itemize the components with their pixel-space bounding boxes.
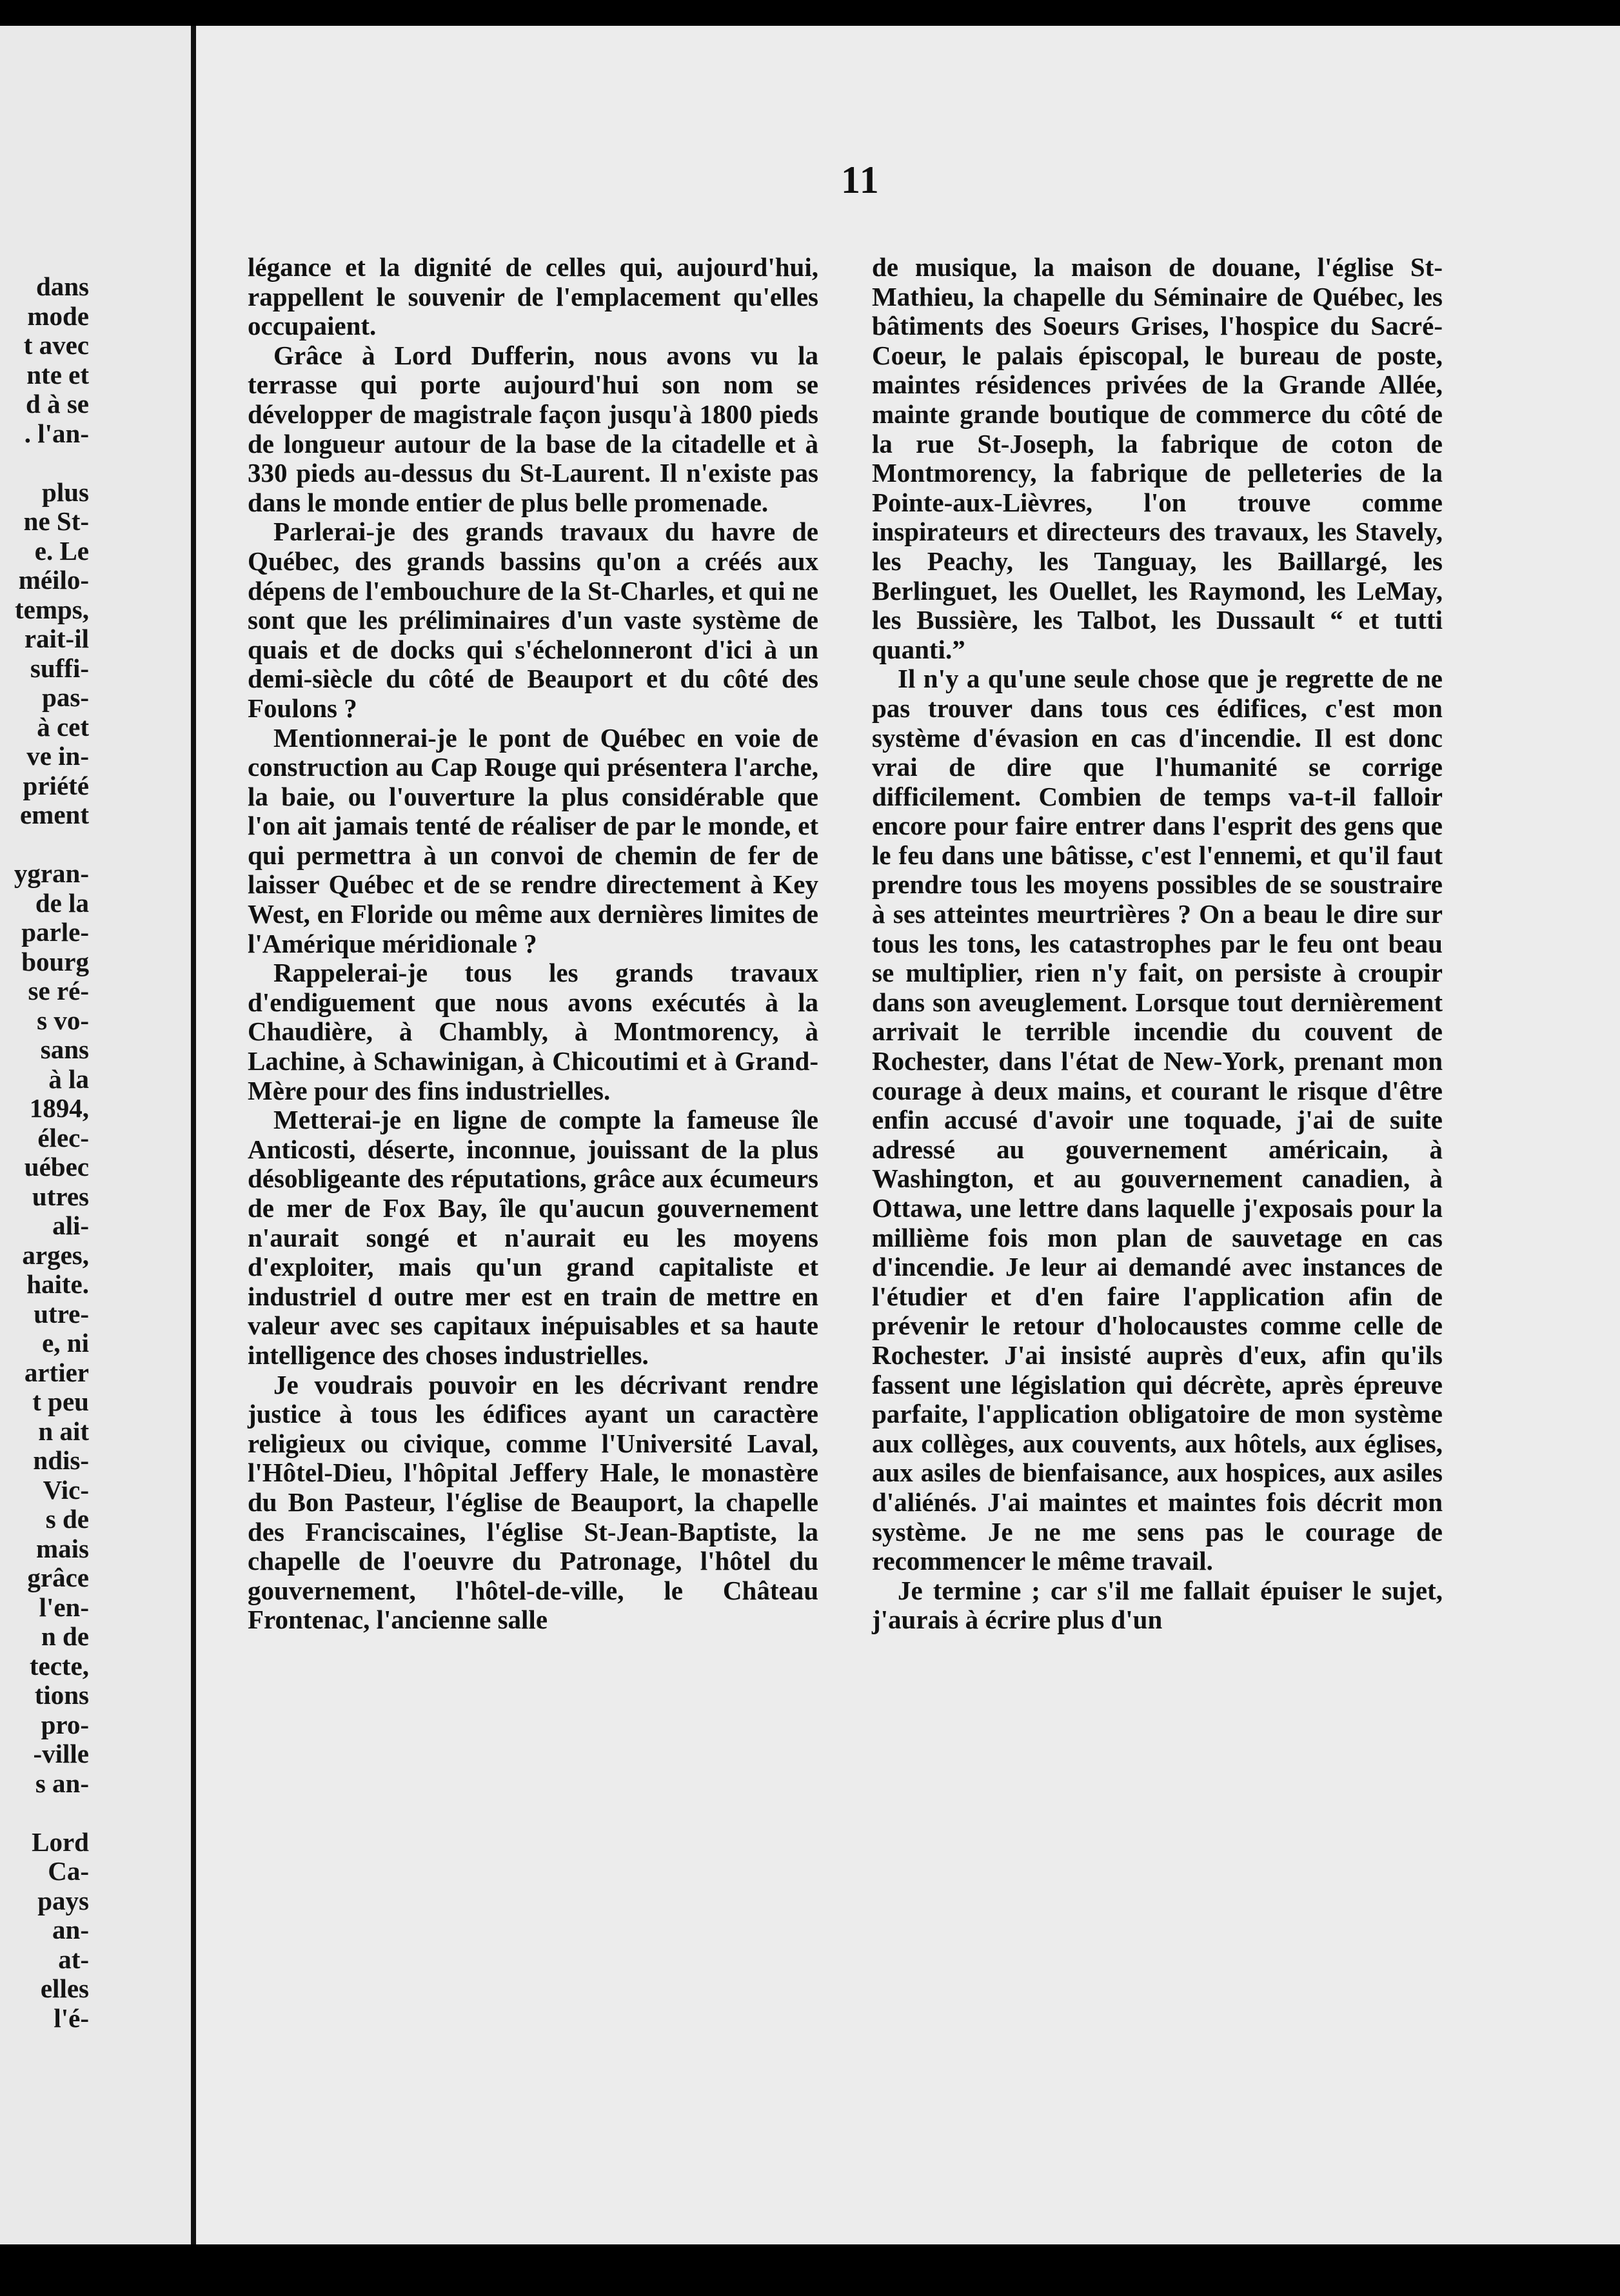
paragraph: Metterai-je en ligne de compte la fameuse île Anticosti, déserte, inconnue, jouissant de la plus désobligeante des réputations, grâce aux écumeurs de mer de Fox Bay, île qu'aucun gouvernement n'aurait songé et n'aurait eu les moyens d'exploiter, mais qu'un grand capitaliste et industriel d outre mer est en train de mettre en valeur avec ses capitaux inépuisables et sa haute intelligence des choses industrielles. [248, 1105, 818, 1370]
previous-page-text-fragments [0, 272, 191, 2033]
paragraph: Mentionnerai-je le pont de Québec en voie de construction au Cap Rouge qui présentera l'arche, la baie, ou l'ouverture la plus considérable que l'on ait jamais tenté de réaliser de par le monde, et qui permettra à un convoi de chemin de fer de laisser Québec et de se rendre directement à Key West, en Floride ou même aux dernières limites de l'Amérique méridionale ? [248, 722, 818, 958]
fragment-line: à cet [37, 711, 89, 742]
fragment-line: l'en- [39, 1592, 89, 1622]
fragment-line: de la [35, 887, 89, 918]
page-gutter [191, 26, 196, 2244]
fragment-line: s de [45, 1504, 89, 1534]
fragment-line: rait-il [24, 624, 89, 653]
text-column-left [248, 253, 818, 1635]
fragment-line: Lord [32, 1826, 89, 1857]
fragment-line: . l'an- [24, 418, 89, 448]
fragment-line: tions [34, 1680, 89, 1710]
fragment-line: e, ni [42, 1328, 89, 1358]
fragment-line: Ca- [48, 1856, 89, 1886]
fragment-line: an- [52, 1915, 89, 1945]
fragment-line: e. Le [34, 535, 89, 566]
fragment-line: mais [36, 1533, 89, 1563]
fragment-line: pas- [42, 682, 89, 712]
book-page [196, 26, 1620, 2244]
fragment-line: temps, [14, 594, 89, 624]
fragment-line: 1894, [29, 1093, 89, 1123]
fragment-line [0, 448, 191, 478]
fragment-line: ve in- [26, 741, 89, 771]
fragment-line: d à se [26, 389, 89, 419]
paragraph: Grâce à Lord Dufferin, nous avons vu la terrasse qui porte aujourd'hui son nom se développer de magistrale façon jusqu'à 1800 pieds de longueur autour de la base de la citadelle et à 330 pieds au-dessus du St-Laurent. Il n'existe pas dans le monde entier de plus belle promenade. [248, 340, 818, 517]
fragment-line: priété [23, 770, 89, 800]
fragment-line: Vic- [43, 1474, 89, 1505]
paragraph: de musique, la maison de douane, l'église St-Mathieu, la chapelle du Séminaire de Québec, les bâtiments des Soeurs Grises, l'hospice du Sacré-Coeur, le palais épiscopal, le bureau de poste, maintes résidences privées de la Grande Allée, mainte grande boutique de commerce du côté de la rue St-Joseph, la fabrique de coton de Montmorency, la fabrique de pelleteries de la Pointe-aux-Lièvres, l'on trouve comme inspirateurs et directeurs des travaux, les Stavely, les Peachy, les Tanguay, les Baillargé, les Berlinguet, les Ouellet, les Raymond, les LeMay, les Bussière, les Talbot, les Dussault “ et tutti quanti.” [872, 252, 1443, 664]
fragment-line: méilo- [18, 565, 89, 595]
fragment-line: ali- [52, 1211, 89, 1240]
fragment-line: s an- [35, 1768, 89, 1798]
fragment-line [0, 830, 191, 860]
fragment-line: suffi- [30, 653, 89, 683]
paragraph: Parlerai-je des grands travaux du havre de Québec, des grands bassins qu'on a créés aux dépens de l'embouchure de la St-Charles, et qui ne sont que les préliminaires d'un vaste système de quais et de docks qui s'échelonneront d'ici à un demi-siècle du côté de Beauport et du côté des Foulons ? [248, 517, 818, 723]
fragment-line: arges, [22, 1240, 89, 1270]
fragment-line: at- [58, 1944, 89, 1974]
fragment-line: bourg [21, 946, 89, 976]
fragment-line: n ait [38, 1416, 89, 1446]
fragment-line: l'é- [54, 2003, 89, 2033]
page-number: 11 [841, 159, 880, 201]
fragment-line: plus [42, 477, 89, 507]
fragment-line: -ville [33, 1739, 89, 1768]
fragment-line: utre- [34, 1298, 89, 1329]
fragment-line: pays [37, 1885, 89, 1915]
fragment-line: se ré- [28, 976, 89, 1005]
fragment-line: ndis- [33, 1445, 89, 1475]
fragment-line: dans [35, 272, 89, 301]
paragraph: Je voudrais pouvoir en les décrivant rendre justice à tous les édifices ayant un caractère religieux ou civique, comme l'Université Laval, l'Hôtel-Dieu, l'hôpital Jeffery Hale, le monastère du Bon Pasteur, l'église de Beauport, la chapelle des Franciscaines, l'église St-Jean-Baptiste, la chapelle de l'oeuvre du Patronage, l'hôtel du gouvernement, l'hôtel-de-ville, le Château Frontenac, l'ancienne salle [248, 1369, 818, 1635]
fragment-line: utres [32, 1181, 89, 1211]
fragment-line: artier [24, 1357, 89, 1387]
fragment-line: pro- [41, 1709, 89, 1739]
fragment-line: élec- [37, 1122, 89, 1153]
fragment-line: elles [40, 1974, 89, 2003]
fragment-line: t avec [23, 330, 89, 360]
fragment-line [0, 1798, 191, 1828]
fragment-line: parle- [21, 917, 89, 947]
fragment-line: tecte, [29, 1650, 89, 1681]
fragment-line: t peu [32, 1387, 89, 1416]
paragraph: légance et la dignité de celles qui, aujourd'hui, rappellent le souvenir de l'emplacement qu'elles occupaient. [248, 252, 818, 341]
fragment-line: à la [48, 1064, 89, 1094]
fragment-line: haite. [26, 1269, 89, 1299]
fragment-line: mode [27, 301, 89, 331]
paragraph: Rappelerai-je tous les grands travaux d'endiguement que nous avons exécutés à la Chaudière, à Chambly, à Montmorency, à Lachine, à Schawinigan, à Chicoutimi et à Grand-Mère pour des fins industrielles. [248, 958, 818, 1105]
fragment-line: n de [41, 1621, 89, 1651]
fragment-line: s vo- [37, 1005, 89, 1035]
fragment-line: uébec [24, 1152, 89, 1182]
previous-page-edge [0, 26, 191, 2244]
fragment-line: nte et [26, 359, 89, 390]
fragment-line: ne St- [23, 506, 89, 536]
paragraph: Je termine ; car s'il me fallait épuiser le sujet, j'aurais à écrire plus d'un [872, 1575, 1443, 1635]
fragment-line: sans [40, 1034, 89, 1064]
fragment-line: ygran- [14, 858, 89, 888]
fragment-line: grâce [27, 1563, 89, 1592]
fragment-line: ement [19, 800, 89, 829]
paragraph: Il n'y a qu'une seule chose que je regrette de ne pas trouver dans tous ces édifices, c'est mon système d'évasion en cas d'incendie. Il est donc vrai de dire que l'humanité se corrige difficilement. Combien de temps va-t-il falloir encore pour faire entrer dans l'esprit des gens que le feu dans une bâtisse, c'est l'ennemi, et qu'il faut prendre tous les moyens possibles de se soustraire à ses atteintes meurtrières ? On a beau le dire sur tous les tons, les catastrophes par le feu ont beau se multiplier, rien n'y fait, on persiste à croupir dans son aveuglement. Lorsque tout dernièrement arrivait le terrible incendie du couvent de Rochester, dans l'état de New-York, prenant mon courage à deux mains, et courant le risque d'être enfin accusé d'avoir une toquade, j'ai de suite adressé au gouvernement américain, à Washington, et au gouvernement canadien, à Ottawa, une lettre dans laquelle j'exposais pour la millième fois mon plan de sauvetage en cas d'incendie. Je leur ai demandé avec instances de l'étudier et d'en faire l'application afin de prévenir le retour d'holocaustes comme celle de Rochester. J'ai insisté auprès d'eux, afin qu'ils fassent une législation qui décrète, après épreuve parfaite, l'application obligatoire de mon système aux collèges, aux couvents, aux hôtels, aux églises, aux asiles de bienfaisance, aux hospices, aux asiles d'aliénés. J'ai maintes et maintes fois décrit mon système. Je ne me sens pas le courage de recommencer le même travail. [872, 664, 1443, 1576]
text-column-right [872, 253, 1443, 1635]
